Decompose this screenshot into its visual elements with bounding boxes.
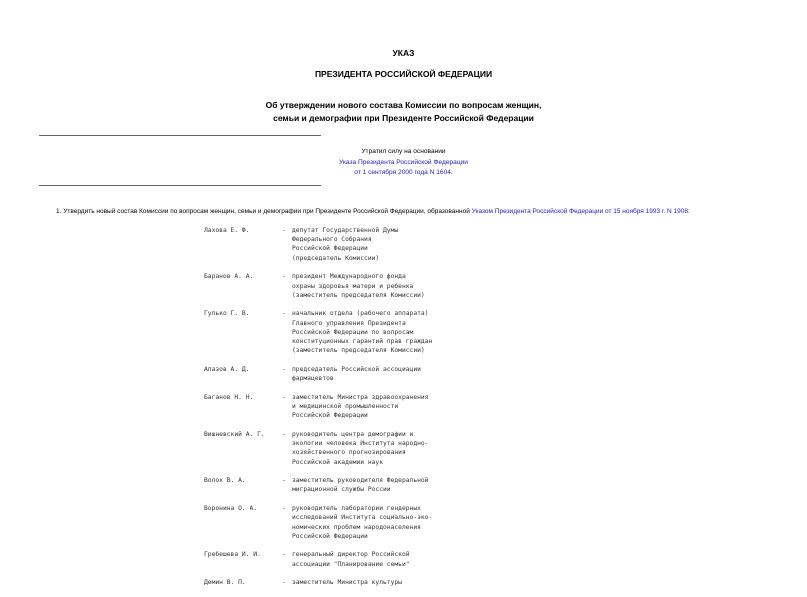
clause-suffix: : — [688, 208, 690, 215]
repeal-note — [300, 147, 507, 179]
member-dash: - — [282, 310, 286, 318]
member-role: депутат Государственной Думы Федерального Собрания Российской Федерации (председатель Комиссии) — [292, 227, 399, 262]
member-row — [204, 365, 504, 383]
member-row — [204, 393, 504, 421]
member-role: президент Международного фонда охраны здоровья матери и ребенка (заместитель председателя Комиссии) — [292, 273, 425, 299]
decree-subject — [200, 99, 607, 124]
member-name: Волох В. А. — [204, 477, 246, 485]
member-row — [204, 430, 504, 467]
member-name: Баганов Н. Н. — [204, 393, 254, 401]
members-list — [204, 226, 504, 597]
member-row — [204, 504, 504, 541]
member-dash: - — [282, 227, 286, 234]
member-role: заместитель Министра культуры — [292, 579, 402, 587]
member-name: Гулько Г. В. — [204, 310, 250, 318]
repeal-link-line-1[interactable]: Указа Президента Российской Федерации — [339, 158, 468, 166]
clause-1 — [56, 208, 796, 215]
subject-line-2: семьи и демографии при Президенте Российской Федерации — [273, 112, 534, 123]
member-role: заместитель руководителя Федеральной миграционной службы России — [292, 477, 429, 494]
subject-line-1: Об утверждении нового состава Комиссии по вопросам женщин, — [265, 100, 542, 110]
member-dash: - — [282, 365, 286, 373]
member-name: Баранов А. А. — [204, 273, 254, 281]
member-row — [204, 226, 504, 263]
member-role: руководитель центра демографии и экологии человека Института народно- хозяйственного прогнозирования Российской академии наук — [292, 430, 429, 466]
member-dash: - — [282, 579, 286, 587]
decree-issuer: ПРЕЗИДЕНТА РОССИЙСКОЙ ФЕДЕРАЦИИ — [314, 69, 493, 79]
member-dash: - — [282, 505, 286, 513]
repeal-link-line-2[interactable]: от 1 сентября 2000 года N 1604 — [354, 169, 451, 176]
member-name: Вишневский А. Г. — [204, 430, 265, 438]
member-name: Демин В. П. — [204, 579, 246, 587]
member-dash: - — [282, 393, 286, 401]
divider-bottom — [39, 185, 321, 186]
member-role: генеральный директор Российской ассоциации "Планирование семьи" — [292, 551, 410, 568]
member-row — [204, 578, 504, 587]
decree-title: УКАЗ — [392, 48, 415, 58]
clause-decree-link[interactable]: Указом Президента Российской Федерации от 15 ноября 1993 г. N 1908 — [471, 208, 689, 215]
repeal-label: Утратил силу на основании — [361, 148, 446, 155]
clause-text: 1. Утвердить новый состав Комиссии по вопросам женщин, семьи и демографии при Президенте Российской Федерации, образованной — [56, 208, 472, 215]
member-role: заместитель Министра здравоохранения и медицинской промышленности Российской Федерации — [292, 393, 429, 420]
member-name: Воронина О. А. — [204, 505, 258, 513]
member-dash: - — [282, 273, 286, 281]
member-role: начальник отдела (рабочего аппарата) Главного управления Президента Российской Федерации по вопросам конституционных гарантий прав граждан (заместитель председателя Комиссии) — [292, 310, 433, 355]
member-name: Апазов А. Д. — [204, 365, 250, 373]
member-name: Гребешева И. И. — [204, 551, 261, 559]
member-row — [204, 272, 504, 300]
member-dash: - — [282, 551, 286, 559]
repeal-suffix: . — [450, 169, 453, 176]
divider-top — [39, 135, 321, 136]
member-row — [204, 550, 504, 568]
member-name: Лахова Е. Ф. — [204, 227, 250, 234]
member-dash: - — [282, 477, 286, 485]
member-dash: - — [282, 430, 286, 438]
member-role: председатель Российской ассоциации фармацевтов — [292, 365, 421, 383]
member-row — [204, 309, 504, 355]
member-row — [204, 476, 504, 494]
member-role: руководитель лаборатории гендерных исследований Института социально-эко- номических проблем народонаселения Российской Федерации — [292, 505, 433, 540]
